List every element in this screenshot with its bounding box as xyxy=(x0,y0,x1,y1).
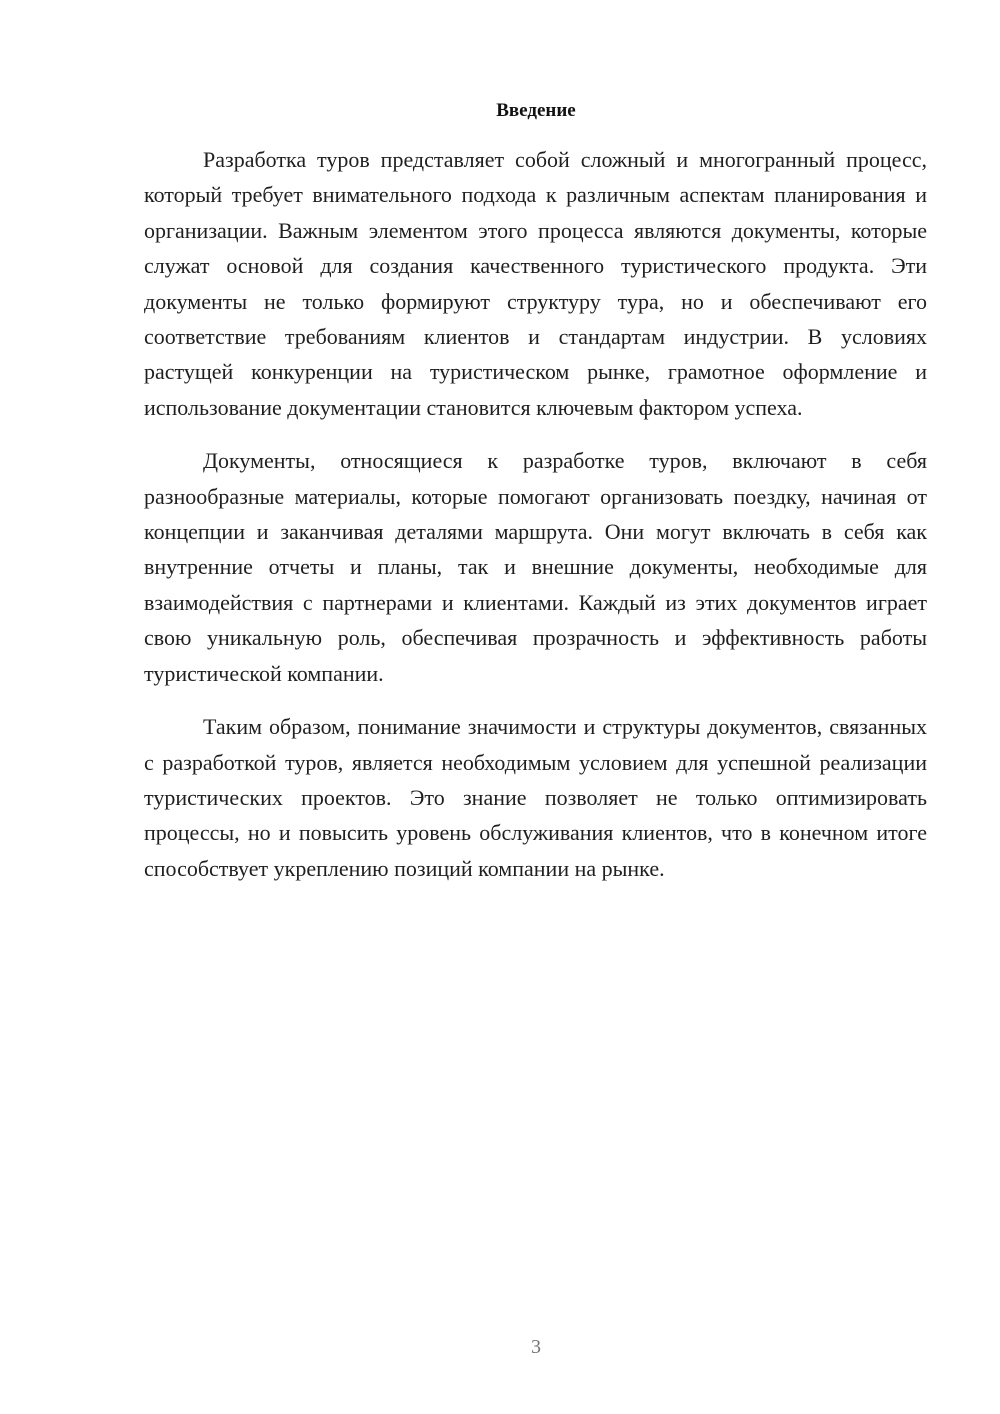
paragraph-3: Таким образом, понимание значимости и структуры документов, связанных с разработкой туров, является необходимым условием для успешной реализации туристических проектов. Это знание позволяет не только оптимизировать процессы, но и повысить уровень обслуживания клиентов, что в конечном итоге способствует укреплению позиций компании на рынке. xyxy=(144,714,927,881)
paragraph-2: Документы, относящиеся к разработке туров, включают в себя разнообразные материалы, которые помогают организовать поездку, начиная от концепции и заканчивая деталями маршрута. Они могут включать в себя как внутренние отчеты и планы, так и внешние документы, необходимые для взаимодействия с партнерами и клиентами. Каждый из этих документов играет свою уникальную роль, обеспечивая прозрачность и эффективность работы туристической компании. xyxy=(144,448,927,686)
page-number: 3 xyxy=(531,1336,541,1358)
paragraph-1: Разработка туров представляет собой сложный и многогранный процесс, который требует внимательного подхода к различным аспектам планирования и организации. Важным элементом этого процесса являются документы, которые служат основой для создания качественного туристического продукта. Эти документы не только формируют структуру тура, но и обеспечивают его соответствие требованиям клиентов и стандартам индустрии. В условиях растущей конкуренции на туристическом рынке, грамотное оформление и использование документации становится ключевым фактором успеха. xyxy=(144,147,927,420)
body-text xyxy=(144,142,927,904)
section-heading: Введение xyxy=(496,100,576,121)
